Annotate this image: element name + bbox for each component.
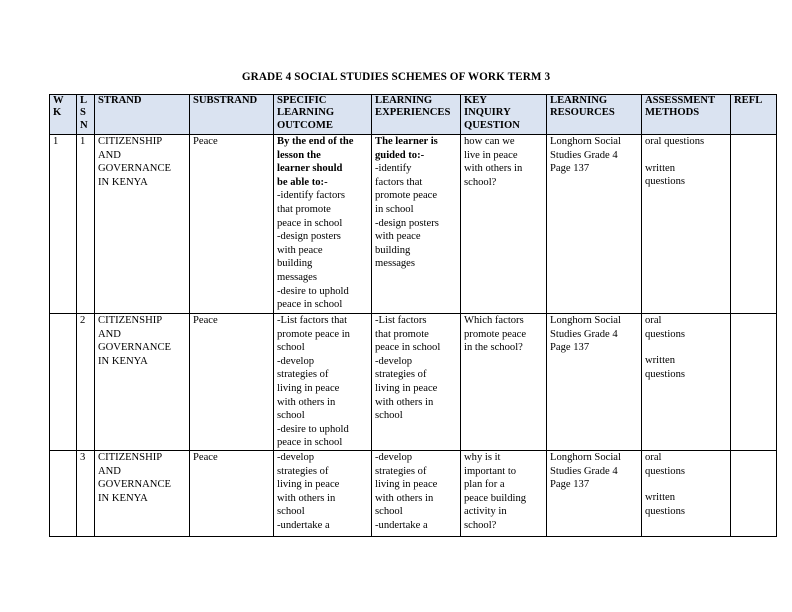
header-key-inquiry-question: KEY INQUIRY QUESTION [461, 95, 547, 135]
cell-key-inquiry-question: Which factors promote peace in the school? [461, 314, 547, 451]
table-row [50, 314, 777, 451]
header-learning-experiences: LEARNING EXPERIENCES [372, 95, 461, 135]
header-week: W K [50, 95, 77, 135]
cell-substrand: Peace [190, 451, 274, 537]
outcome-intro: By the end of the lesson the learner should be able to:- [277, 136, 354, 188]
experiences-intro: The learner is guided to:- [375, 136, 438, 161]
header-strand: STRAND [95, 95, 190, 135]
experiences-list: -identify factors that promote peace in school -design posters with peace building messages [375, 163, 439, 270]
cell-specific-learning-outcome: -develop strategies of living in peace with others in school -undertake a [274, 451, 372, 537]
header-assessment-methods: ASSESSMENT METHODS [642, 95, 731, 135]
cell-assessment-methods [642, 451, 731, 537]
cell-lesson: 3 [77, 451, 95, 537]
cell-learning-resources: Longhorn Social Studies Grade 4 Page 137 [547, 451, 642, 537]
cell-week [50, 451, 77, 537]
cell-lesson: 2 [77, 314, 95, 451]
cell-strand: CITIZENSHIP AND GOVERNANCE IN KENYA [95, 314, 190, 451]
header-lesson: L S N [77, 95, 95, 135]
cell-specific-learning-outcome: -List factors that promote peace in school -develop strategies of living in peace with others in school -desire to uphold peace in school [274, 314, 372, 451]
cell-learning-experiences: -List factors that promote peace in school -develop strategies of living in peace with others in school [372, 314, 461, 451]
cell-learning-experiences: -develop strategies of living in peace with others in school -undertake a [372, 451, 461, 537]
cell-assessment-methods [642, 314, 731, 451]
cell-strand: CITIZENSHIP AND GOVERNANCE IN KENYA [95, 135, 190, 314]
cell-specific-learning-outcome [274, 135, 372, 314]
assessment-written: written questions [645, 162, 686, 188]
cell-substrand: Peace [190, 314, 274, 451]
cell-reflection [731, 451, 777, 537]
cell-learning-experiences [372, 135, 461, 314]
cell-key-inquiry-question: why is it important to plan for a peace building activity in school? [461, 451, 547, 537]
cell-substrand: Peace [190, 135, 274, 314]
cell-week: 1 [50, 135, 77, 314]
header-row [50, 95, 777, 135]
table-row [50, 451, 777, 537]
cell-learning-resources: Longhorn Social Studies Grade 4 Page 137 [547, 314, 642, 451]
assessment-oral: oral questions [645, 452, 686, 477]
cell-key-inquiry-question: how can we live in peace with others in school? [461, 135, 547, 314]
cell-reflection [731, 135, 777, 314]
table-row [50, 135, 777, 314]
document-title: GRADE 4 SOCIAL STUDIES SCHEMES OF WORK TERM 3 [241, 71, 551, 83]
cell-lesson: 1 [77, 135, 95, 314]
header-substrand: SUBSTRAND [190, 95, 274, 135]
cell-reflection [731, 314, 777, 451]
header-learning-resources: LEARNING RESOURCES [547, 95, 642, 135]
header-reflection: REFL [731, 95, 777, 135]
assessment-written: written questions [645, 492, 686, 517]
assessment-oral: oral questions [645, 315, 686, 340]
outcome-list: -identify factors that promote peace in school -design posters with peace building messages -desire to uphold peace in school [277, 190, 349, 311]
cell-week [50, 314, 77, 451]
cell-learning-resources: Longhorn Social Studies Grade 4 Page 137 [547, 135, 642, 314]
assessment-oral: oral questions [645, 136, 705, 147]
cell-assessment-methods [642, 135, 731, 314]
header-specific-learning-outcome: SPECIFIC LEARNING OUTCOME [274, 95, 372, 135]
cell-strand: CITIZENSHIP AND GOVERNANCE IN KENYA [95, 451, 190, 537]
assessment-written: written questions [645, 355, 686, 380]
scheme-of-work-table [49, 94, 777, 537]
